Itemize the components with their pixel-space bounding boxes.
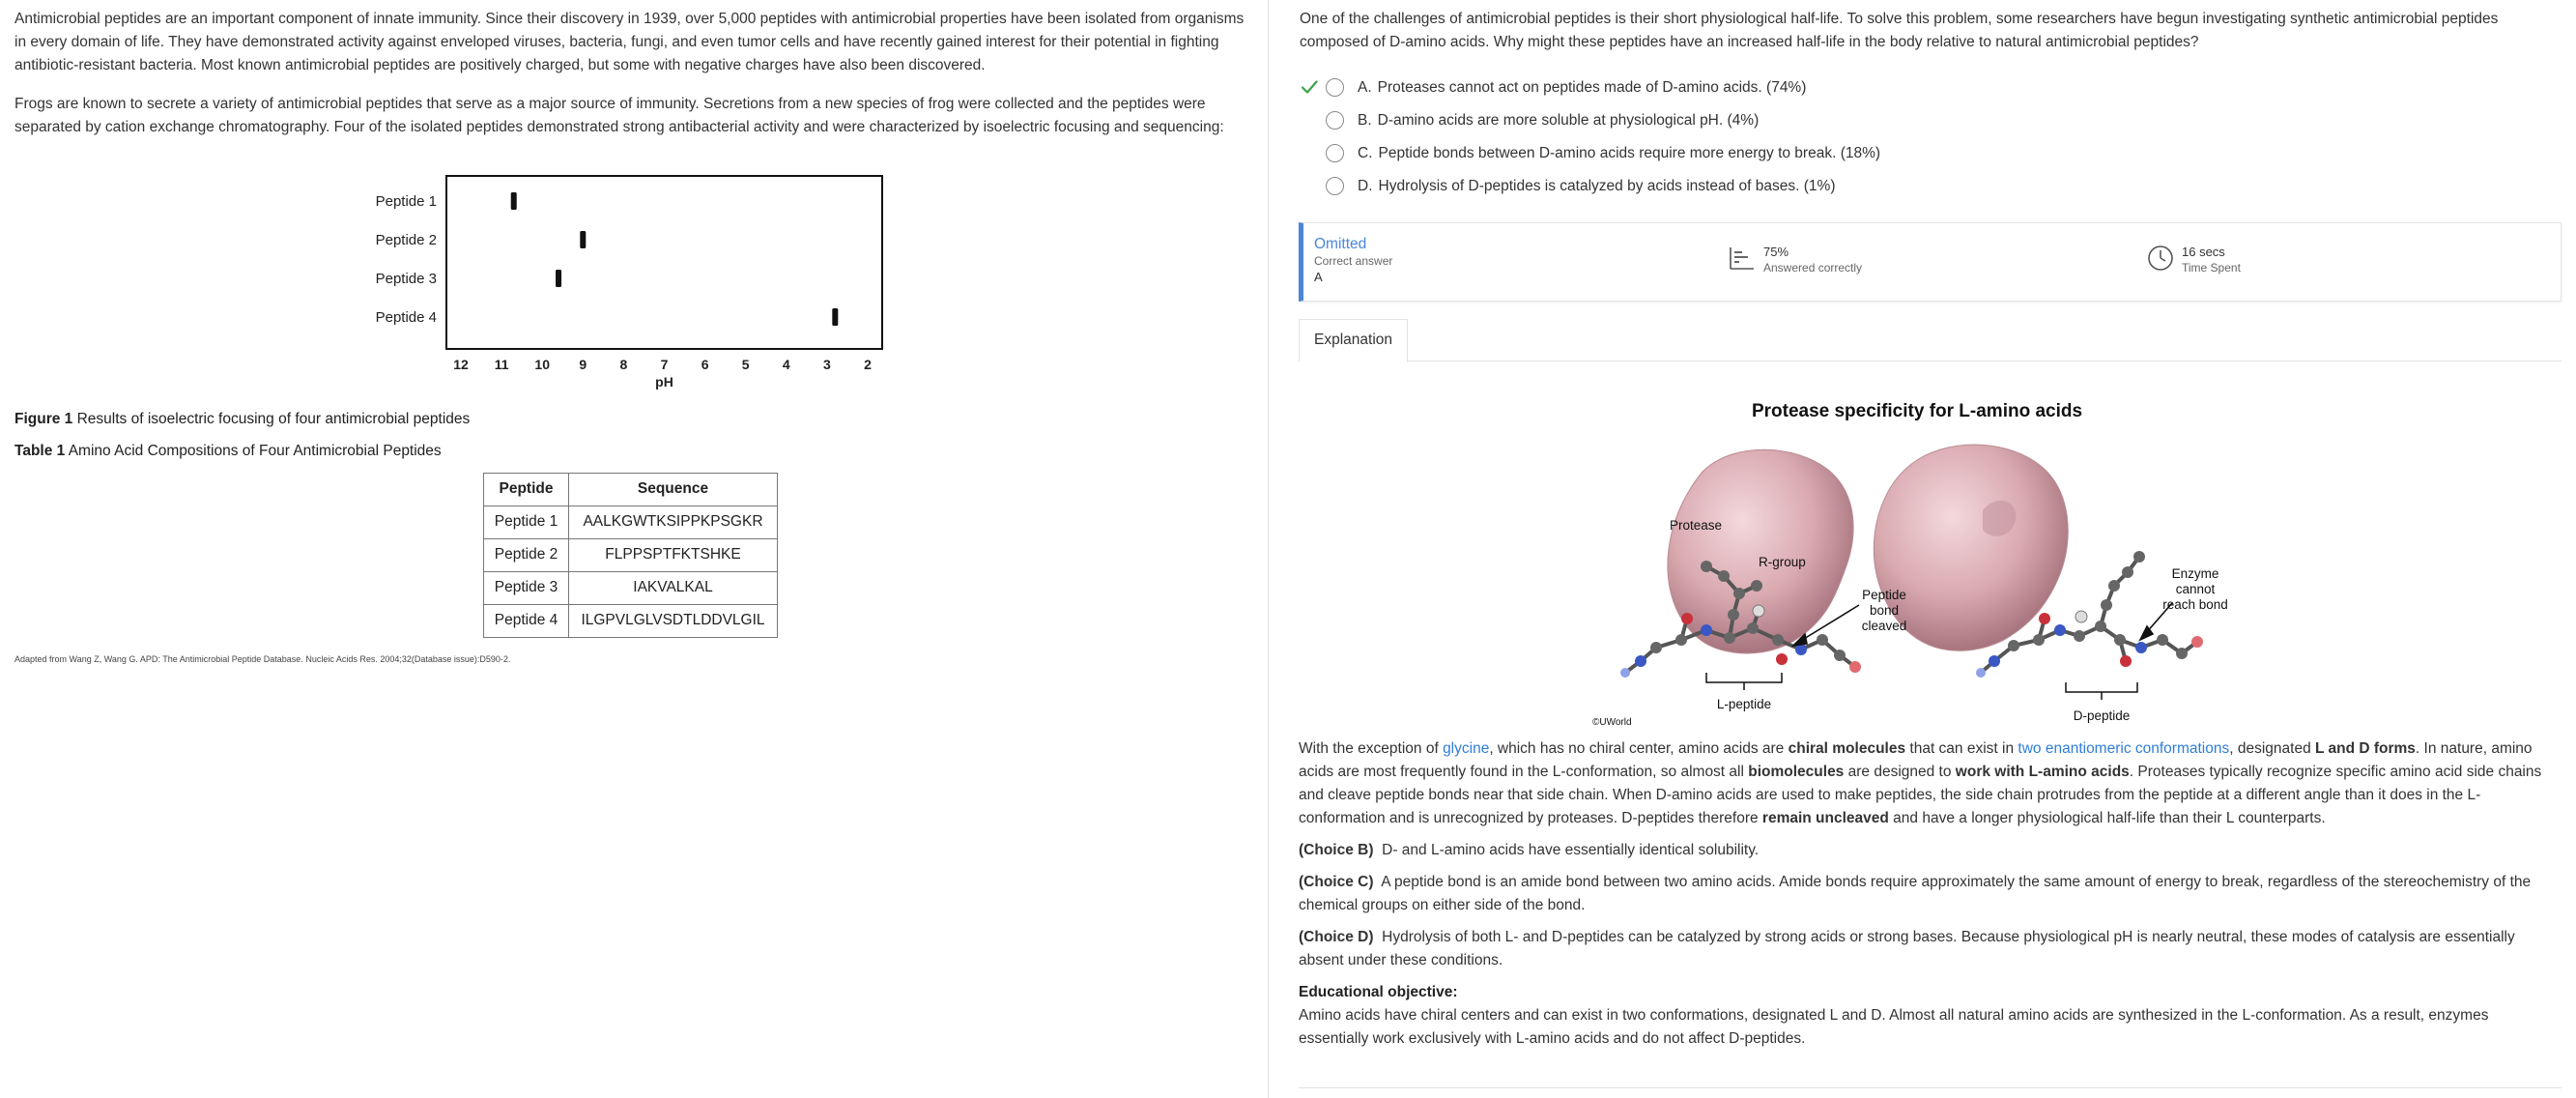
protease-enzyme-left [1668,449,1853,653]
text-run: . Proteases typically recognize specific amino acid side chains and cleave peptide bonds near that side chain. When D-amino acids are used to make peptides, the side chain protrudes from the peptide at a different angle than it does in the L-conformation and is unrecognized by proteases. D-peptides therefore [1299,764,2542,827]
text-run: , designated [2229,740,2315,757]
explanation-figure-title: Protease specificity for L-amino acids [1751,401,2083,421]
x-tick-label: 12 [453,357,469,372]
tab-explanation[interactable]: Explanation [1299,319,1408,362]
choice-d-explanation [1299,926,2559,972]
choice-d-label: (Choice D) [1299,929,1374,946]
x-tick-label: 5 [741,357,750,372]
time-spent-label: Time Spent [2182,260,2241,274]
protease-specificity-figure [1592,387,2564,735]
explanation-text [1299,737,2559,1059]
x-tick-label: 10 [534,357,550,372]
peptide-band-marker [832,308,838,326]
explanation-paragraph [1299,737,2559,830]
choice-text: D-amino acids are more soluble at physiological pH. [1377,112,1724,130]
bottom-divider [1299,1087,2562,1088]
table-header-sequence: Sequence [569,474,778,506]
answer-choice-d[interactable] [1300,170,2562,203]
choice-d-text: Hydrolysis of both L- and D-peptides can be catalyzed by strong acids or strong bases. Because physiological pH is nearly neutral, these modes of catalysis are essentially absent under these conditions. [1299,929,2515,969]
x-tick-label: 11 [494,357,509,372]
bar-chart-icon [1729,245,1756,272]
text-run: With the exception of [1299,740,1444,757]
question-pane [1270,0,2576,1098]
x-tick-label: 7 [660,357,669,372]
peptide-band-marker [511,192,517,210]
figure-1-isoelectric-chart [0,155,966,396]
text-run: . In nature, amino acids are most frequently found in the L-conformation, so almost all [1299,740,2533,781]
x-tick-label: 2 [864,357,872,372]
x-tick-label: 9 [579,357,587,372]
table-header-peptide: Peptide [484,474,569,506]
chart-svg [0,155,966,396]
table-row [484,506,778,539]
d-peptide-bracket [2066,682,2137,692]
sequence-table [483,473,778,638]
peptide-row-label: Peptide 4 [375,309,437,326]
protease-label: Protease [1670,518,1723,533]
text-run: that can exist in [1905,740,2018,757]
answer-choice-a[interactable] [1300,72,2562,104]
figure-1-label: Figure 1 [14,411,73,427]
protease-illustration [1592,387,2275,735]
figure-1-caption [14,408,470,431]
peptide-bond-label-line1: Peptide [1862,588,1906,602]
choice-percent: (18%) [1840,145,1881,162]
peptide-row-label: Peptide 2 [375,232,437,248]
choice-letter: A. [1358,79,1372,97]
choice-letter: D. [1358,178,1373,195]
omitted-status: Omitted [1314,236,1367,252]
table-1-caption [14,440,442,463]
choice-letter: C. [1358,145,1373,162]
educational-objective-text: Amino acids have chiral centers and can exist in two conformations, designated L and D. Almost all natural amino acids are synthesized in the L-conformation. As a result, enzymes essentially work exclusively with L-amino acids and do not affect D-peptides. [1299,1007,2489,1048]
bold-term: chiral molecules [1788,740,1906,757]
radio-button[interactable] [1326,177,1344,195]
table-cell-peptide: Peptide 4 [484,605,569,638]
choice-percent: (4%) [1727,112,1760,130]
citation-text: Adapted from Wang Z, Wang G. APD: The Antimicrobial Peptide Database. Nucleic Acids Res. 2004;32(Database issue):D590-2. [14,654,511,664]
x-tick-label: 6 [701,357,709,372]
correct-check-icon [1300,77,1319,97]
table-cell-sequence: ILGPVLGLVSDTLDDVLGIL [569,605,778,638]
x-tick-label: 4 [782,357,790,372]
choice-c-explanation [1299,871,2559,917]
tab-bar [1299,319,2562,361]
choice-c-text: A peptide bond is an amide bond between two amino acids. Amide bonds require approximately the same amount of energy to break, regardless of the stereochemistry of the chemical groups on either side of the bond. [1299,874,2532,914]
stat-status [1314,235,1392,286]
enzyme-label-line3: reach bond [2162,597,2228,612]
table-cell-sequence: FLPPSPTFKTSHKE [569,539,778,572]
table-row [484,539,778,572]
glycine-link[interactable]: glycine [1443,740,1490,757]
table-cell-sequence: IAKVALKAL [569,572,778,605]
text-run: and have a longer physiological half-life than their L counterparts. [1888,810,2326,827]
peptide-row-label: Peptide 3 [375,271,437,287]
table-header-row [484,474,778,506]
peptide-bond-label-line2: bond [1869,603,1900,618]
l-peptide-bracket [1706,673,1782,682]
enantiomeric-conformations-link[interactable]: two enantiomeric conformations [2018,740,2230,757]
text-run: are designed to [1844,764,1956,781]
question-stem: One of the challenges of antimicrobial peptides is their short physiological half-life. To solve this problem, some researchers have begun investigating synthetic antimicrobial peptides composed of D-amino acids. Why might these peptides have an increased half-life in the body relative to natural antimicrobial peptides? [1300,11,2499,51]
educational-objective-heading: Educational objective: [1299,984,1458,1001]
choice-b-explanation [1299,839,2559,862]
table-1-label: Table 1 [14,443,66,459]
table-1-caption-text: Amino Acid Compositions of Four Antimicrobial Peptides [68,443,442,459]
radio-button[interactable] [1326,78,1344,97]
peptide-row-label: Peptide 1 [375,193,437,210]
copyright-label: ©UWorld [1592,717,1632,728]
passage-paragraph-2: Frogs are known to secrete a variety of antimicrobial peptides that serve as a major source of immunity. Secretions from a new species of frog were collected and the peptides were separated by cation exchange chromatography. Four of the isolated peptides demonstrated strong antibacterial activity and were characterized by isoelectric focusing and sequencing: [14,96,1224,136]
choice-percent: (1%) [1803,178,1836,195]
clock-icon [2147,245,2174,272]
peptide-band-marker [556,270,561,287]
peptide-band-marker [580,231,586,248]
table-row [484,572,778,605]
peptide-bond-label-line3: cleaved [1861,619,1907,633]
choice-text: Proteases cannot act on peptides made of D-amino acids. [1377,79,1762,97]
r-group-label: R-group [1759,555,1806,569]
choice-b-text: D- and L-amino acids have essentially identical solubility. [1382,842,1760,859]
enzyme-label-line1: Enzyme [2171,566,2219,581]
enzyme-label-line2: cannot [2175,582,2216,596]
stat-time-spent [2147,245,2241,275]
answer-choice-c[interactable] [1300,137,2562,170]
passage-paragraph-1: Antimicrobial peptides are an important component of innate immunity. Since their discovery in 1939, over 5,000 peptides with antimicrobial properties have been isolated from organisms in every domain of life. They have demonstrated activity against enveloped viruses, bacteria, fungi, and even tumor cells and have recently gained interest for their potential in fighting antibiotic-resistant bacteria. Most known antimicrobial peptides are positively charged, but some with negative charges have also been discovered. [14,11,1245,74]
table-cell-sequence: AALKGWTKSIPPKPSGKR [569,506,778,539]
x-axis-title: pH [655,374,673,390]
table-row [484,605,778,638]
bold-term: biomolecules [1748,764,1845,781]
percent-correct-label: Answered correctly [1763,260,1863,274]
time-spent-value: 16 secs [2182,245,2225,259]
stat-percent-correct [1729,245,1862,275]
radio-button[interactable] [1326,111,1344,130]
answer-choice-b[interactable] [1300,104,2562,137]
choice-b-label: (Choice B) [1299,842,1374,859]
l-peptide-label: L-peptide [1716,697,1772,711]
choice-percent: (74%) [1766,79,1807,97]
correct-answer-value: A [1314,269,1323,284]
choice-text: Peptide bonds between D-amino acids require more energy to break. [1378,145,1837,162]
percent-correct-value: 75% [1763,245,1789,259]
choice-letter: B. [1358,112,1372,130]
table-cell-peptide: Peptide 2 [484,539,569,572]
correct-answer-label: Correct answer [1314,254,1393,269]
passage-pane [0,0,1269,1098]
answer-stats-box [1299,222,2562,302]
choice-text: Hydrolysis of D-peptides is catalyzed by acids instead of bases. [1378,178,1800,195]
bold-term: remain uncleaved [1761,810,1889,827]
text-run: , which has no chiral center, amino acids are [1489,740,1789,757]
x-tick-label: 8 [619,357,628,372]
radio-button[interactable] [1326,144,1344,162]
bold-term: L and D forms [2315,740,2416,757]
d-peptide-label: D-peptide [2073,708,2131,723]
bold-term: work with L-amino acids [1955,764,2130,781]
table-cell-peptide: Peptide 1 [484,506,569,539]
figure-1-caption-text: Results of isoelectric focusing of four antimicrobial peptides [76,411,471,427]
x-tick-label: 3 [823,357,831,372]
choice-c-label: (Choice C) [1299,874,1374,891]
table-cell-peptide: Peptide 3 [484,572,569,605]
